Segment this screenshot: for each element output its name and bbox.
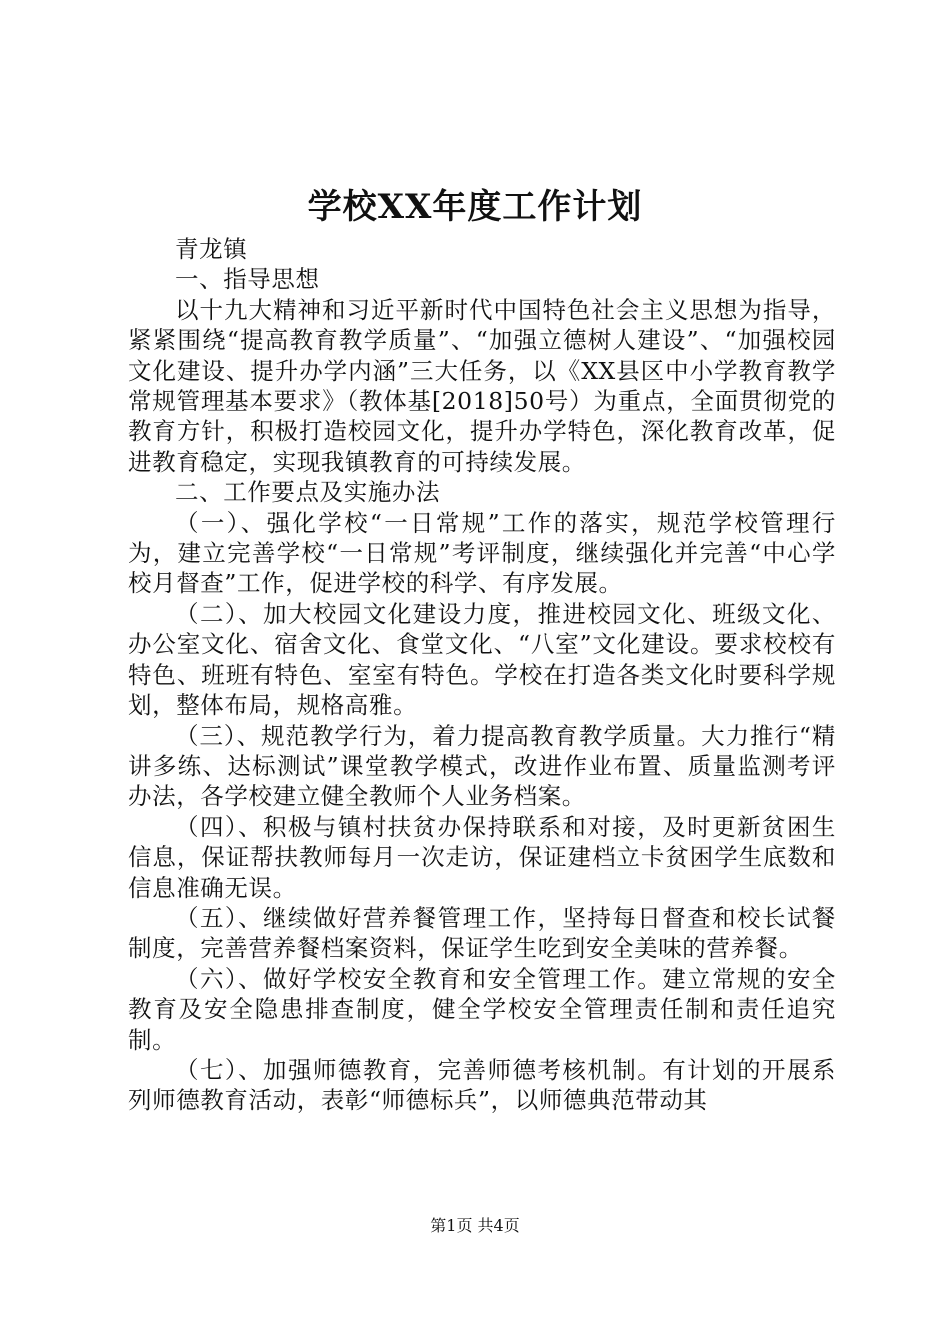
paragraph-item-1: （一）、强化学校“一日常规”工作的落实，规范学校管理行为，建立完善学校“一日常规”考评制度，继续强化并完善“中心学校月督查”工作，促进学校的科学、有序发展。: [128, 508, 836, 598]
paragraph-item-6: （六）、做好学校安全教育和安全管理工作。建立常规的安全教育及安全隐患排查制度，健全学校安全管理责任制和责任追究制。: [128, 964, 836, 1054]
paragraph-item-3: （三）、规范教学行为，着力提高教育教学质量。大力推行“精讲多练、达标测试”课堂教学模式，改进作业布置、质量监测考评办法，各学校建立健全教师个人业务档案。: [128, 721, 836, 811]
page-number-footer: 第1页 共4页: [430, 1216, 520, 1235]
section-heading-work-points: 二、工作要点及实施办法: [175, 478, 441, 507]
paragraph-item-2: （二）、加大校园文化建设力度，推进校园文化、班级文化、办公室文化、宿舍文化、食堂文化、“八室”文化建设。要求校校有特色、班班有特色、室室有特色。学校在打造各类文化时要科学规划，整体布局，规格高雅。: [128, 599, 836, 720]
paragraph-item-5: （五）、继续做好营养餐管理工作，坚持每日督查和校长试餐制度，完善营养餐档案资料，保证学生吃到安全美味的营养餐。: [128, 903, 836, 963]
paragraph-guiding-ideology: 以十九大精神和习近平新时代中国特色社会主义思想为指导，紧紧围绕“提高教育教学质量”、“加强立德树人建设”、“加强校园文化建设、提升办学内涵”三大任务，以《XX县区中小学教育教学常规管理基本要求》（教体基[2018]50号）为重点，全面贯彻党的教育方针，积极打造校园文化，提升办学特色，深化教育改革，促进教育稳定，实现我镇教育的可持续发展。: [128, 295, 836, 476]
paragraph-town-name: 青龙镇: [175, 235, 248, 263]
paragraph-item-4: （四）、积极与镇村扶贫办保持联系和对接，及时更新贫困生信息，保证帮扶教师每月一次走访，保证建档立卡贫困学生底数和信息准确无误。: [128, 812, 836, 902]
paragraph-item-7: （七）、加强师德教育，完善师德考核机制。有计划的开展系列师德教育活动，表彰“师德标兵”，以师德典范带动其: [128, 1055, 836, 1115]
document-title: 学校XX年度工作计划: [307, 187, 643, 227]
section-heading-guiding-ideology: 一、指导思想: [175, 265, 320, 294]
document-body: [128, 234, 836, 1116]
